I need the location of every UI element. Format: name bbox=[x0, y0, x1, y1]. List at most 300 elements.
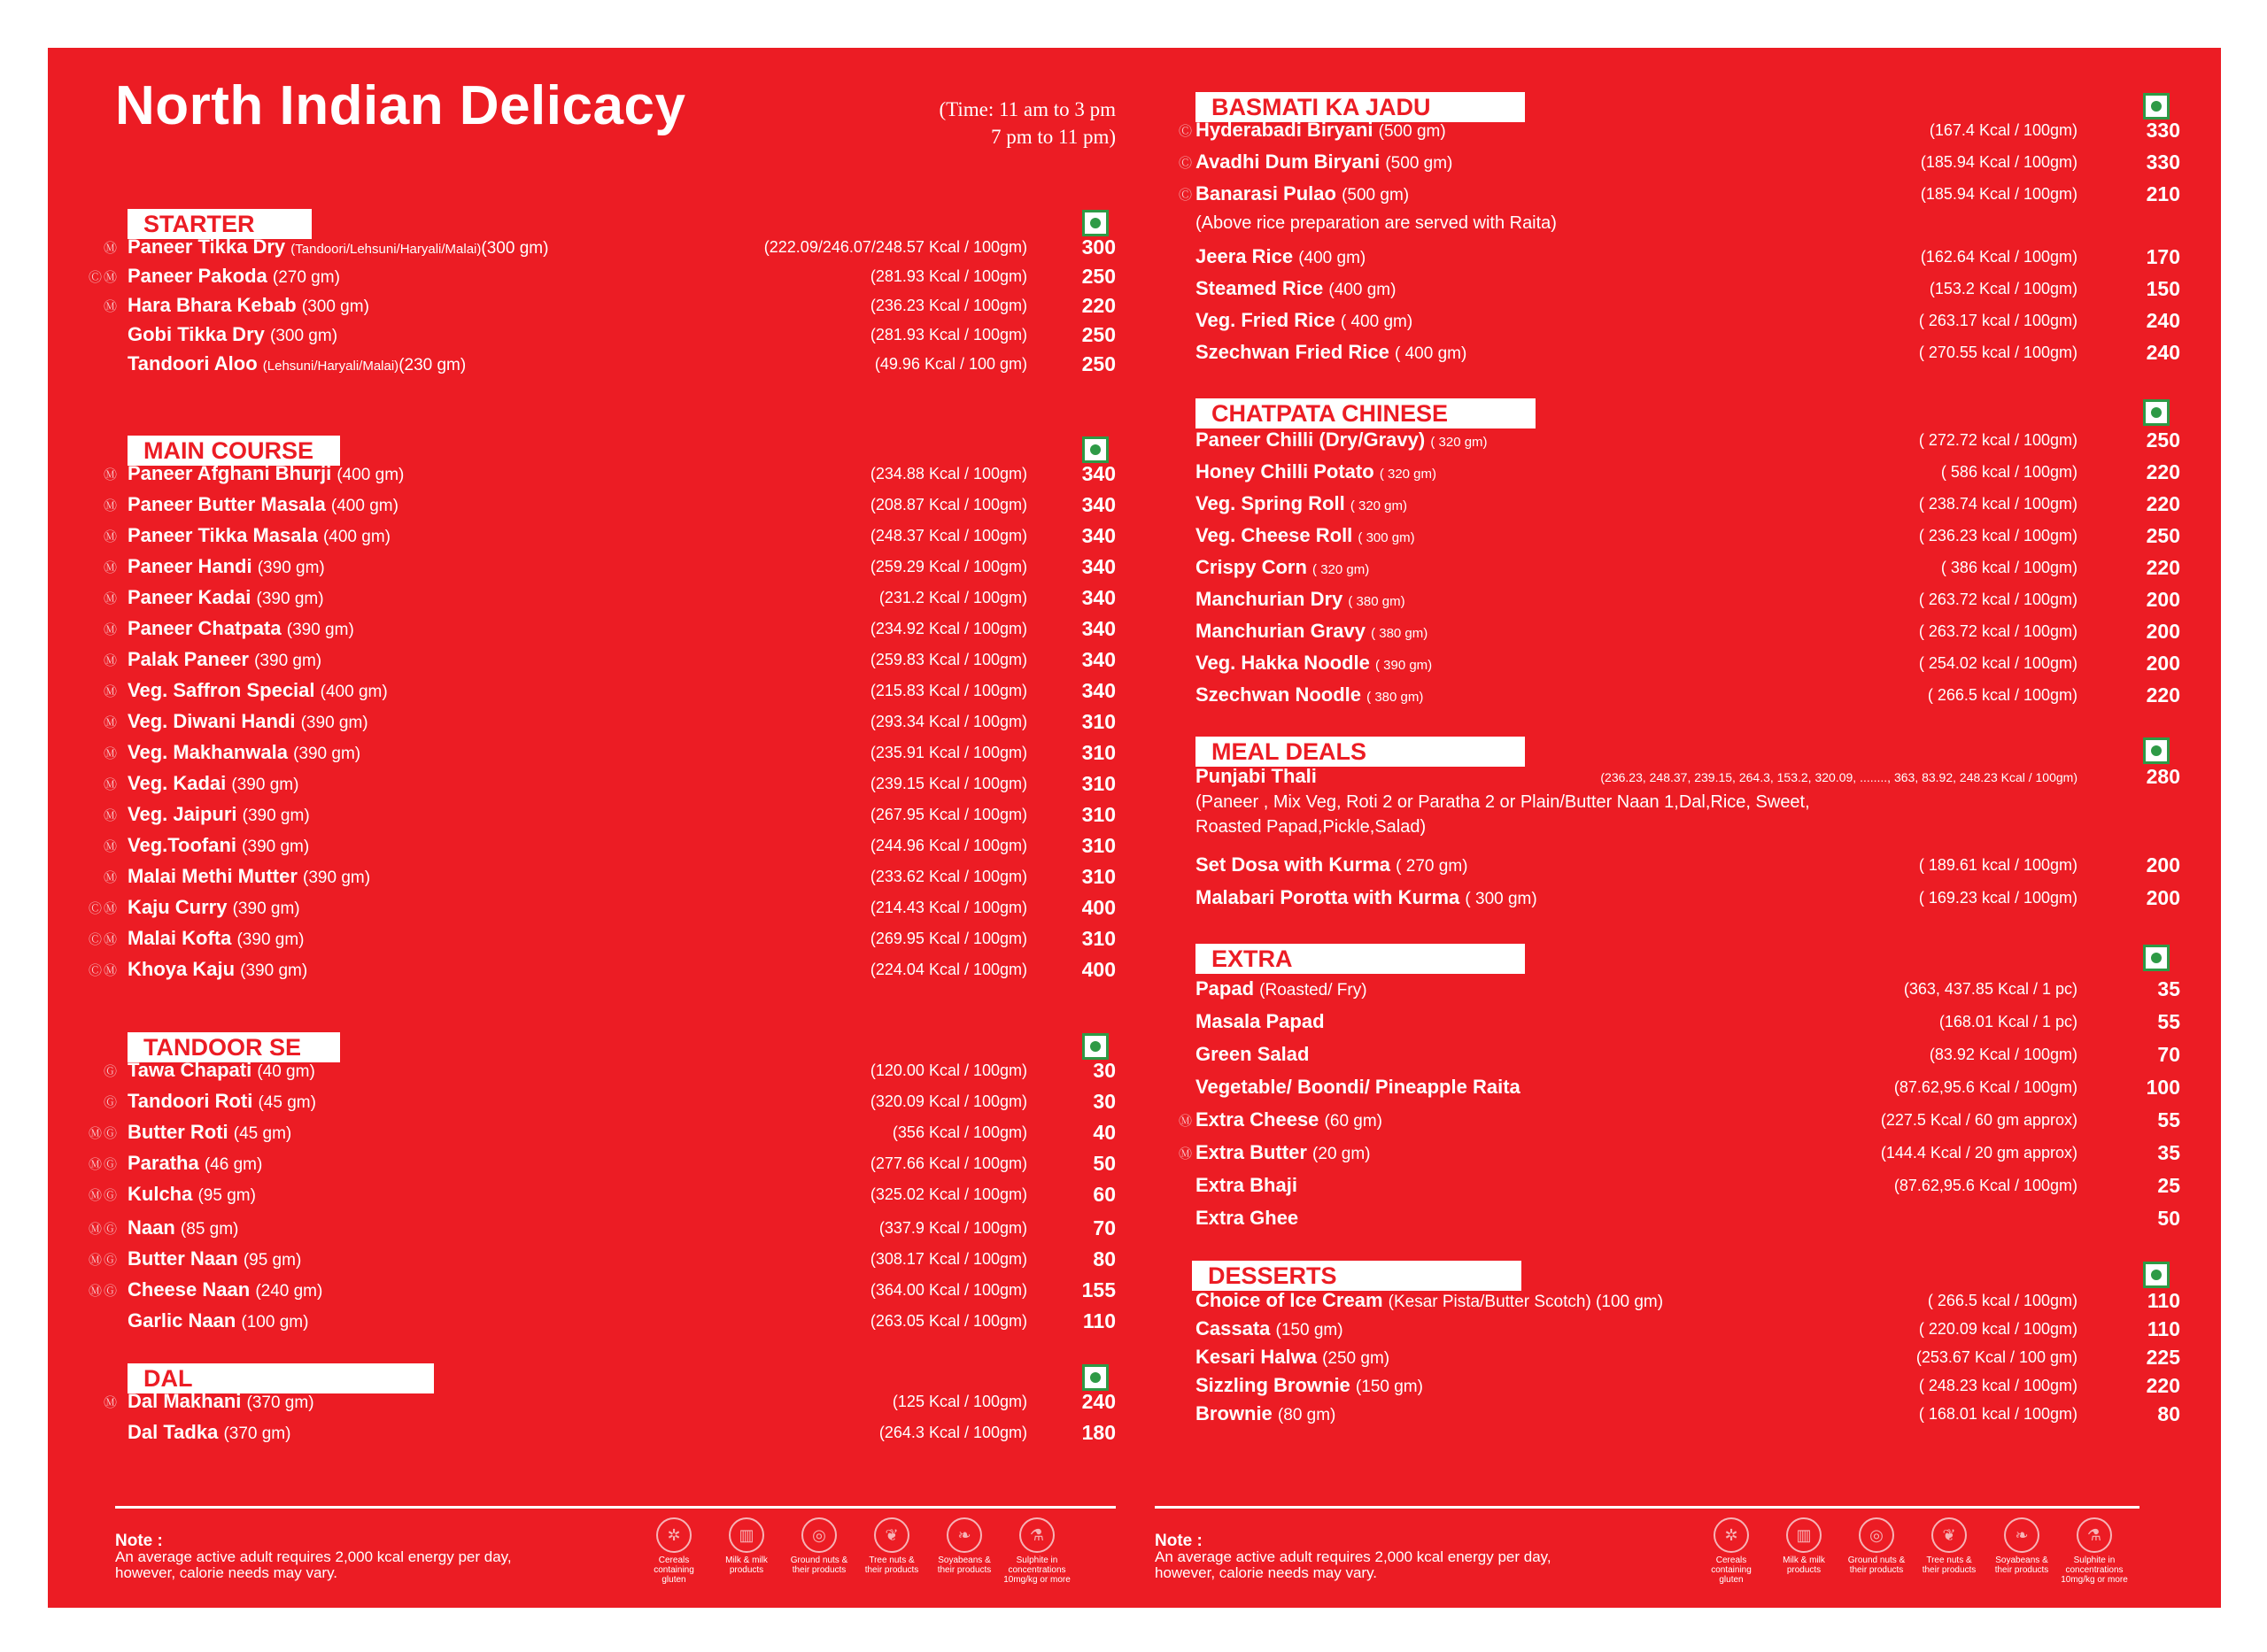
menu-item-row bbox=[88, 265, 1116, 289]
item-price: 70 bbox=[2157, 1043, 2180, 1066]
item-calories: ( 168.01 kcal / 100gm) bbox=[1918, 1405, 2077, 1423]
allergen-label: their products bbox=[1849, 1565, 1904, 1575]
item-name bbox=[128, 1309, 308, 1332]
veg-mark-icon bbox=[1082, 210, 1109, 236]
item-calories: (277.66 Kcal / 100gm) bbox=[870, 1154, 1027, 1172]
item-quantity: (390 gm) bbox=[257, 559, 325, 577]
veg-mark-icon bbox=[1082, 1364, 1109, 1391]
allergen-label: 10mg/kg or more bbox=[1003, 1575, 1071, 1585]
menu-item-row bbox=[115, 1421, 1116, 1446]
item-quantity: (400 gm) bbox=[320, 683, 388, 701]
item-title: Veg. Kadai bbox=[128, 772, 227, 794]
allergen-label: Ground nuts & bbox=[790, 1556, 848, 1565]
menu-section bbox=[1188, 737, 2189, 909]
item-price: 240 bbox=[1081, 1390, 1116, 1413]
section-header bbox=[115, 436, 1116, 466]
item-price: 110 bbox=[2147, 1317, 2180, 1340]
item-calories: (239.15 Kcal / 100gm) bbox=[870, 775, 1027, 792]
item-price: 250 bbox=[1081, 323, 1116, 346]
item-title: Manchurian Dry bbox=[1195, 588, 1343, 610]
veg-mark-icon bbox=[2143, 945, 2170, 971]
time-line-1: (Time: 11 am to 3 pm bbox=[939, 98, 1116, 120]
item-price: 310 bbox=[1081, 865, 1116, 888]
item-price: 200 bbox=[2146, 886, 2180, 909]
item-price: 340 bbox=[1081, 524, 1116, 547]
allergen-icons: Ⓒ bbox=[1178, 124, 1194, 139]
item-title: Extra Ghee bbox=[1195, 1207, 1299, 1229]
item-price: 55 bbox=[2157, 1108, 2180, 1131]
item-price: 155 bbox=[1081, 1278, 1116, 1301]
item-price: 400 bbox=[1081, 958, 1116, 981]
menu-item-row bbox=[115, 323, 1116, 348]
menu-item-row bbox=[103, 710, 1116, 735]
item-name bbox=[128, 741, 360, 764]
item-title: Paneer Chatpata bbox=[128, 617, 282, 639]
item-quantity: (400 gm) bbox=[322, 528, 391, 546]
menu-item-row bbox=[1188, 1289, 2189, 1314]
item-price: 220 bbox=[2146, 556, 2180, 579]
menu-item-row bbox=[1188, 245, 2189, 270]
allergen-legend-item bbox=[1913, 1517, 1985, 1585]
section-title: MEAL DEALS bbox=[1195, 737, 1525, 767]
item-quantity: (Kesar Pista/Butter Scotch) (100 gm) bbox=[1388, 1293, 1664, 1311]
allergen-label: their products bbox=[792, 1565, 847, 1575]
item-title: Sizzling Brownie bbox=[1195, 1374, 1350, 1396]
item-variant: (Tandoori/Lehsuni/Haryali/Malai) bbox=[290, 242, 482, 257]
allergen-icons: ⓂⒼ bbox=[88, 1284, 119, 1299]
peanut-icon: ◎ bbox=[1859, 1517, 1894, 1553]
item-quantity: (300 gm) bbox=[481, 239, 549, 258]
menu-item-row bbox=[1178, 1141, 2189, 1166]
allergen-icons: Ⓜ bbox=[103, 299, 119, 314]
item-quantity: (370 gm) bbox=[223, 1424, 291, 1443]
footer-rule-right bbox=[1155, 1506, 2139, 1509]
note-text: however, calorie needs may vary. bbox=[115, 1564, 338, 1581]
item-variant: ( 380 gm) bbox=[1371, 626, 1428, 641]
item-name bbox=[128, 323, 337, 346]
menu-item-row bbox=[103, 648, 1116, 673]
allergen-icons: ⓂⒼ bbox=[88, 1157, 119, 1172]
item-variant: ( 390 gm) bbox=[1374, 658, 1433, 673]
item-price: 180 bbox=[1081, 1421, 1116, 1444]
item-quantity: (390 gm) bbox=[303, 868, 371, 887]
menu-item-row bbox=[115, 1309, 1116, 1334]
item-title: Cheese Naan bbox=[128, 1278, 251, 1301]
menu-item-row bbox=[1188, 1207, 2189, 1231]
allergen-legend-item bbox=[638, 1517, 710, 1585]
item-price: 110 bbox=[1082, 1309, 1116, 1332]
allergen-legend-item bbox=[2058, 1517, 2131, 1585]
veg-mark-icon bbox=[2143, 737, 2170, 764]
item-name bbox=[128, 524, 391, 547]
item-title: Kaju Curry bbox=[128, 896, 228, 918]
allergen-legend bbox=[638, 1517, 1073, 1585]
allergen-label: their products bbox=[1922, 1565, 1977, 1575]
menu-item-row bbox=[1188, 977, 2189, 1002]
item-name bbox=[128, 462, 404, 485]
item-price: 200 bbox=[2146, 620, 2180, 643]
menu-item-row bbox=[1188, 1346, 2189, 1370]
veg-mark-icon bbox=[2143, 1262, 2170, 1288]
allergen-label: Sulphite in concentrations bbox=[1008, 1556, 1066, 1575]
menu-item-row bbox=[1178, 182, 2189, 207]
item-price: 280 bbox=[2146, 765, 2180, 788]
item-calories: (185.94 Kcal / 100gm) bbox=[1920, 185, 2077, 203]
tree-nut-icon: ❦ bbox=[874, 1517, 909, 1553]
item-calories: ( 248.23 kcal / 100gm) bbox=[1918, 1377, 2077, 1394]
item-calories: (363, 437.85 Kcal / 1 pc) bbox=[1903, 980, 2077, 998]
item-price: 80 bbox=[2157, 1402, 2180, 1425]
item-quantity: (240 gm) bbox=[255, 1282, 323, 1301]
menu-item-row bbox=[103, 803, 1116, 828]
item-title: Paratha bbox=[128, 1152, 199, 1174]
item-title: Masala Papad bbox=[1195, 1010, 1325, 1032]
item-name bbox=[128, 1059, 315, 1082]
item-calories: ( 238.74 kcal / 100gm) bbox=[1918, 495, 2077, 513]
item-price: 250 bbox=[1081, 352, 1116, 375]
section-title: EXTRA bbox=[1195, 944, 1525, 974]
item-calories: (83.92 Kcal / 100gm) bbox=[1929, 1046, 2077, 1063]
time-line-2: 7 pm to 11 pm) bbox=[991, 126, 1116, 148]
item-calories: (87.62,95.6 Kcal / 100gm) bbox=[1893, 1177, 2077, 1194]
menu-item-row bbox=[88, 1152, 1116, 1177]
section-title: CHATPATA CHINESE bbox=[1195, 398, 1536, 428]
item-price: 60 bbox=[1093, 1183, 1116, 1206]
item-title: Veg. Diwani Handi bbox=[128, 710, 296, 732]
item-quantity: (20 gm) bbox=[1312, 1145, 1371, 1163]
note-text: An average active adult requires 2,000 kcal energy per day, bbox=[1155, 1548, 1551, 1565]
item-title: Extra Bhaji bbox=[1195, 1174, 1297, 1196]
item-calories: (185.94 Kcal / 100gm) bbox=[1920, 153, 2077, 171]
item-calories: (168.01 Kcal / 1 pc) bbox=[1938, 1013, 2077, 1031]
allergen-icons: ⓂⒼ bbox=[88, 1222, 119, 1237]
item-price: 110 bbox=[2147, 1289, 2180, 1312]
item-quantity: (390 gm) bbox=[254, 652, 322, 670]
item-calories: (227.5 Kcal / 60 gm approx) bbox=[1880, 1111, 2077, 1129]
menu-section bbox=[1178, 944, 2189, 1230]
menu-item-row bbox=[103, 1090, 1116, 1115]
section-title: DESSERTS bbox=[1192, 1261, 1521, 1291]
item-title: Palak Paneer bbox=[128, 648, 249, 670]
item-calories: (87.62,95.6 Kcal / 100gm) bbox=[1893, 1078, 2077, 1096]
item-calories: (235.91 Kcal / 100gm) bbox=[870, 744, 1027, 761]
item-title: Szechwan Fried Rice bbox=[1195, 341, 1389, 363]
item-title: Malai Methi Mutter bbox=[128, 865, 298, 887]
menu-item-row bbox=[1188, 460, 2189, 485]
allergen-label: gluten bbox=[1719, 1575, 1744, 1585]
allergen-icons: ⓂⒼ bbox=[88, 1253, 119, 1268]
allergen-icons: Ⓜ bbox=[103, 653, 119, 668]
item-note-row bbox=[1188, 213, 2189, 238]
item-quantity: (60 gm) bbox=[1324, 1112, 1383, 1131]
item-title: Papad bbox=[1195, 977, 1255, 1000]
wheat-icon: ✲ bbox=[656, 1517, 692, 1553]
item-price: 240 bbox=[2146, 341, 2180, 364]
item-calories: ( 263.72 kcal / 100gm) bbox=[1918, 591, 2077, 608]
item-quantity: (390 gm) bbox=[256, 590, 324, 608]
allergen-legend-item bbox=[710, 1517, 783, 1585]
allergen-icons: Ⓜ bbox=[103, 1395, 119, 1410]
item-price: 250 bbox=[2146, 428, 2180, 452]
item-price: 200 bbox=[2146, 853, 2180, 876]
menu-section bbox=[88, 209, 1116, 375]
item-quantity: (150 gm) bbox=[1355, 1378, 1423, 1396]
item-calories: (281.93 Kcal / 100gm) bbox=[870, 267, 1027, 285]
item-price: 310 bbox=[1081, 927, 1116, 950]
item-title: Brownie bbox=[1195, 1402, 1273, 1424]
soybean-icon: ❧ bbox=[947, 1517, 982, 1553]
peanut-icon: ◎ bbox=[801, 1517, 837, 1553]
allergen-legend-item bbox=[1985, 1517, 2058, 1585]
item-price: 340 bbox=[1081, 462, 1116, 485]
item-quantity: ( 400 gm) bbox=[1340, 313, 1413, 331]
item-title: Banarasi Pulao bbox=[1195, 182, 1336, 205]
menu-item-row bbox=[103, 772, 1116, 797]
allergen-icons: Ⓖ bbox=[103, 1064, 119, 1079]
menu-section bbox=[1188, 398, 2189, 706]
item-name bbox=[128, 1090, 316, 1113]
allergen-icons: Ⓜ bbox=[103, 560, 119, 575]
item-calories: (49.96 Kcal / 100 gm) bbox=[874, 355, 1027, 373]
menu-item-row bbox=[88, 1216, 1116, 1241]
item-calories: ( 263.72 kcal / 100gm) bbox=[1918, 622, 2077, 640]
item-title: Tawa Chapati bbox=[128, 1059, 252, 1081]
menu-item-row bbox=[88, 958, 1116, 983]
menu-item-row bbox=[1188, 341, 2189, 366]
item-price: 340 bbox=[1081, 586, 1116, 609]
item-title: Dal Makhani bbox=[128, 1390, 242, 1412]
item-quantity: (400 gm) bbox=[330, 497, 398, 515]
allergen-icons: Ⓜ bbox=[103, 746, 119, 761]
sulphite-icon: ⚗ bbox=[2077, 1517, 2112, 1553]
item-quantity: (500 gm) bbox=[1378, 122, 1446, 141]
item-title: Paneer Butter Masala bbox=[128, 493, 326, 515]
menu-board bbox=[48, 48, 2221, 1608]
item-price: 250 bbox=[2146, 524, 2180, 547]
item-title: Gobi Tikka Dry bbox=[128, 323, 265, 345]
item-variant: ( 320 gm) bbox=[1379, 467, 1437, 482]
allergen-label: Milk & milk bbox=[1783, 1556, 1825, 1565]
section-header bbox=[1188, 944, 2189, 974]
item-quantity: (270 gm) bbox=[272, 268, 340, 287]
item-title: Extra Butter bbox=[1195, 1141, 1307, 1163]
item-name bbox=[128, 1152, 262, 1175]
allergen-icons: ⒸⓂ bbox=[88, 932, 119, 947]
item-quantity: (390 gm) bbox=[300, 714, 368, 732]
item-quantity: (390 gm) bbox=[286, 621, 354, 639]
item-title: Vegetable/ Boondi/ Pineapple Raita bbox=[1195, 1076, 1520, 1098]
item-variant: ( 320 gm) bbox=[1350, 498, 1408, 513]
item-title: Veg. Fried Rice bbox=[1195, 309, 1335, 331]
allergen-icons: ⒸⓂ bbox=[88, 963, 119, 978]
item-price: 25 bbox=[2157, 1174, 2180, 1197]
item-name bbox=[128, 1390, 314, 1413]
item-price: 220 bbox=[1081, 294, 1116, 317]
item-title: Dal Tadka bbox=[128, 1421, 219, 1443]
allergen-label: their products bbox=[864, 1565, 919, 1575]
item-name bbox=[128, 896, 300, 919]
section-header bbox=[115, 209, 1116, 239]
item-quantity: (300 gm) bbox=[301, 297, 369, 316]
item-calories: (231.2 Kcal / 100gm) bbox=[878, 589, 1027, 606]
item-quantity: (400 gm) bbox=[337, 466, 405, 484]
service-time bbox=[850, 96, 1116, 151]
allergen-icons: Ⓒ bbox=[1178, 188, 1194, 203]
item-title: Paneer Tikka Dry bbox=[128, 235, 286, 258]
item-calories: (320.09 Kcal / 100gm) bbox=[870, 1092, 1027, 1110]
section-title: STARTER bbox=[128, 209, 312, 239]
menu-item-row bbox=[1178, 1108, 2189, 1133]
allergen-icons: Ⓜ bbox=[103, 839, 119, 854]
item-price: 200 bbox=[2146, 588, 2180, 611]
allergen-icons: ⒸⓂ bbox=[88, 270, 119, 285]
item-price: 220 bbox=[2146, 683, 2180, 706]
menu-item-row bbox=[1188, 556, 2189, 581]
item-title: Szechwan Noodle bbox=[1195, 683, 1362, 706]
allergen-icons: Ⓜ bbox=[103, 684, 119, 699]
item-name bbox=[128, 617, 354, 640]
allergen-label: Milk & milk bbox=[725, 1556, 768, 1565]
item-calories: (263.05 Kcal / 100gm) bbox=[870, 1312, 1027, 1330]
item-name bbox=[128, 352, 466, 375]
item-title: Veg.Toofani bbox=[128, 834, 237, 856]
section-title: BASMATI KA JADU bbox=[1195, 92, 1525, 122]
item-title: Veg. Cheese Roll bbox=[1195, 524, 1353, 546]
item-name bbox=[128, 294, 369, 317]
item-calories: (236.23, 248.37, 239.15, 264.3, 153.2, 320.09, ........, 363, 83.92, 248.23 Kcal / 100gm) bbox=[1600, 770, 2077, 784]
menu-item-row bbox=[1188, 1076, 2189, 1100]
item-calories: (325.02 Kcal / 100gm) bbox=[870, 1185, 1027, 1203]
item-price: 220 bbox=[2146, 492, 2180, 515]
item-calories: (153.2 Kcal / 100gm) bbox=[1929, 280, 2077, 297]
item-quantity: (300 gm) bbox=[270, 327, 338, 345]
menu-item-row bbox=[1188, 428, 2189, 453]
item-calories: ( 263.17 kcal / 100gm) bbox=[1918, 312, 2077, 329]
item-price: 250 bbox=[1081, 265, 1116, 288]
item-price: 330 bbox=[2146, 119, 2180, 142]
item-calories: (167.4 Kcal / 100gm) bbox=[1929, 121, 2077, 139]
item-price: 310 bbox=[1081, 741, 1116, 764]
veg-mark-icon bbox=[2143, 399, 2170, 426]
allergen-label: their products bbox=[1994, 1565, 2049, 1575]
item-title: Hara Bhara Kebab bbox=[128, 294, 297, 316]
item-price: 200 bbox=[2146, 652, 2180, 675]
item-title: Kulcha bbox=[128, 1183, 193, 1205]
section-header bbox=[1188, 92, 2189, 122]
footer-rule-left bbox=[115, 1506, 1116, 1509]
item-quantity: (85 gm) bbox=[180, 1220, 239, 1239]
item-price: 50 bbox=[2157, 1207, 2180, 1230]
allergen-legend-item bbox=[1768, 1517, 1840, 1585]
veg-mark-icon bbox=[1082, 1033, 1109, 1060]
item-variant: ( 380 gm) bbox=[1366, 690, 1424, 705]
item-price: 100 bbox=[2146, 1076, 2180, 1099]
item-calories: (214.43 Kcal / 100gm) bbox=[870, 899, 1027, 916]
item-price: 30 bbox=[1093, 1059, 1116, 1082]
allergen-icons: Ⓜ bbox=[103, 498, 119, 513]
menu-item-row bbox=[103, 1059, 1116, 1084]
item-price: 220 bbox=[2146, 1374, 2180, 1397]
menu-item-row bbox=[1188, 524, 2189, 549]
item-title: Extra Cheese bbox=[1195, 1108, 1319, 1131]
item-calories: (144.4 Kcal / 20 gm approx) bbox=[1880, 1144, 2077, 1162]
menu-item-row bbox=[103, 1390, 1116, 1415]
menu-item-row bbox=[103, 617, 1116, 642]
item-price: 35 bbox=[2157, 1141, 2180, 1164]
item-quantity: ( 400 gm) bbox=[1394, 344, 1467, 363]
section-header bbox=[115, 1363, 1116, 1393]
item-calories: (234.88 Kcal / 100gm) bbox=[870, 465, 1027, 482]
allergen-icons: Ⓜ bbox=[103, 777, 119, 792]
item-title: Paneer Chilli (Dry/Gravy) bbox=[1195, 428, 1426, 451]
item-price: 80 bbox=[1093, 1247, 1116, 1270]
item-variant: ( 320 gm) bbox=[1312, 562, 1370, 577]
allergen-icons: Ⓜ bbox=[103, 622, 119, 637]
item-title: Paneer Handi bbox=[128, 555, 252, 577]
item-calories: ( 272.72 kcal / 100gm) bbox=[1918, 431, 2077, 449]
item-quantity: (45 gm) bbox=[258, 1093, 316, 1112]
item-calories: (208.87 Kcal / 100gm) bbox=[870, 496, 1027, 513]
item-quantity: (95 gm) bbox=[243, 1251, 302, 1270]
menu-item-row bbox=[103, 524, 1116, 549]
item-title: Paneer Pakoda bbox=[128, 265, 267, 287]
note-label: Note : bbox=[115, 1532, 163, 1550]
veg-mark-icon bbox=[2143, 93, 2170, 120]
item-title: Veg. Makhanwala bbox=[128, 741, 288, 763]
menu-item-row bbox=[1188, 1010, 2189, 1035]
menu-item-row bbox=[88, 1183, 1116, 1208]
allergen-icons: Ⓜ bbox=[1178, 1146, 1194, 1162]
item-quantity: (390 gm) bbox=[240, 961, 308, 980]
allergen-label: their products bbox=[937, 1565, 992, 1575]
menu-section bbox=[88, 1032, 1116, 1332]
allergen-icons: Ⓜ bbox=[103, 241, 119, 256]
menu-item-row bbox=[103, 834, 1116, 859]
item-title: Kesari Halwa bbox=[1195, 1346, 1317, 1368]
allergen-label: Ground nuts & bbox=[1847, 1556, 1906, 1565]
item-price: 55 bbox=[2157, 1010, 2180, 1033]
item-name bbox=[128, 1183, 256, 1206]
allergen-icons: Ⓜ bbox=[103, 870, 119, 885]
item-calories: (293.34 Kcal / 100gm) bbox=[870, 713, 1027, 730]
item-quantity: (500 gm) bbox=[1342, 186, 1410, 205]
item-note-row bbox=[1188, 817, 2189, 842]
item-title: Choice of Ice Cream bbox=[1195, 1289, 1383, 1311]
item-calories: (236.23 Kcal / 100gm) bbox=[870, 297, 1027, 314]
section-header bbox=[1188, 737, 2189, 767]
menu-item-row bbox=[115, 352, 1116, 377]
item-calories: (264.3 Kcal / 100gm) bbox=[878, 1424, 1027, 1441]
item-quantity: (Roasted/ Fry) bbox=[1259, 981, 1367, 1000]
item-price: 225 bbox=[2146, 1346, 2180, 1369]
menu-item-row bbox=[1188, 886, 2189, 911]
allergen-label: Tree nuts & bbox=[1926, 1556, 1972, 1565]
menu-item-row bbox=[1188, 1043, 2189, 1068]
item-title: Tandoori Roti bbox=[128, 1090, 253, 1112]
menu-item-row bbox=[1188, 765, 2189, 790]
allergen-legend-item bbox=[1840, 1517, 1913, 1585]
item-calories: (364.00 Kcal / 100gm) bbox=[870, 1281, 1027, 1299]
item-calories: (259.29 Kcal / 100gm) bbox=[870, 558, 1027, 575]
allergen-icons: Ⓜ bbox=[103, 467, 119, 482]
item-calories: ( 189.61 kcal / 100gm) bbox=[1918, 856, 2077, 874]
item-variant: ( 380 gm) bbox=[1348, 594, 1405, 609]
item-variant: ( 320 gm) bbox=[1430, 435, 1488, 450]
page-title: North Indian Delicacy bbox=[115, 75, 686, 136]
calorie-note bbox=[1155, 1533, 1551, 1581]
allergen-icons: Ⓜ bbox=[103, 591, 119, 606]
item-name bbox=[128, 555, 325, 578]
